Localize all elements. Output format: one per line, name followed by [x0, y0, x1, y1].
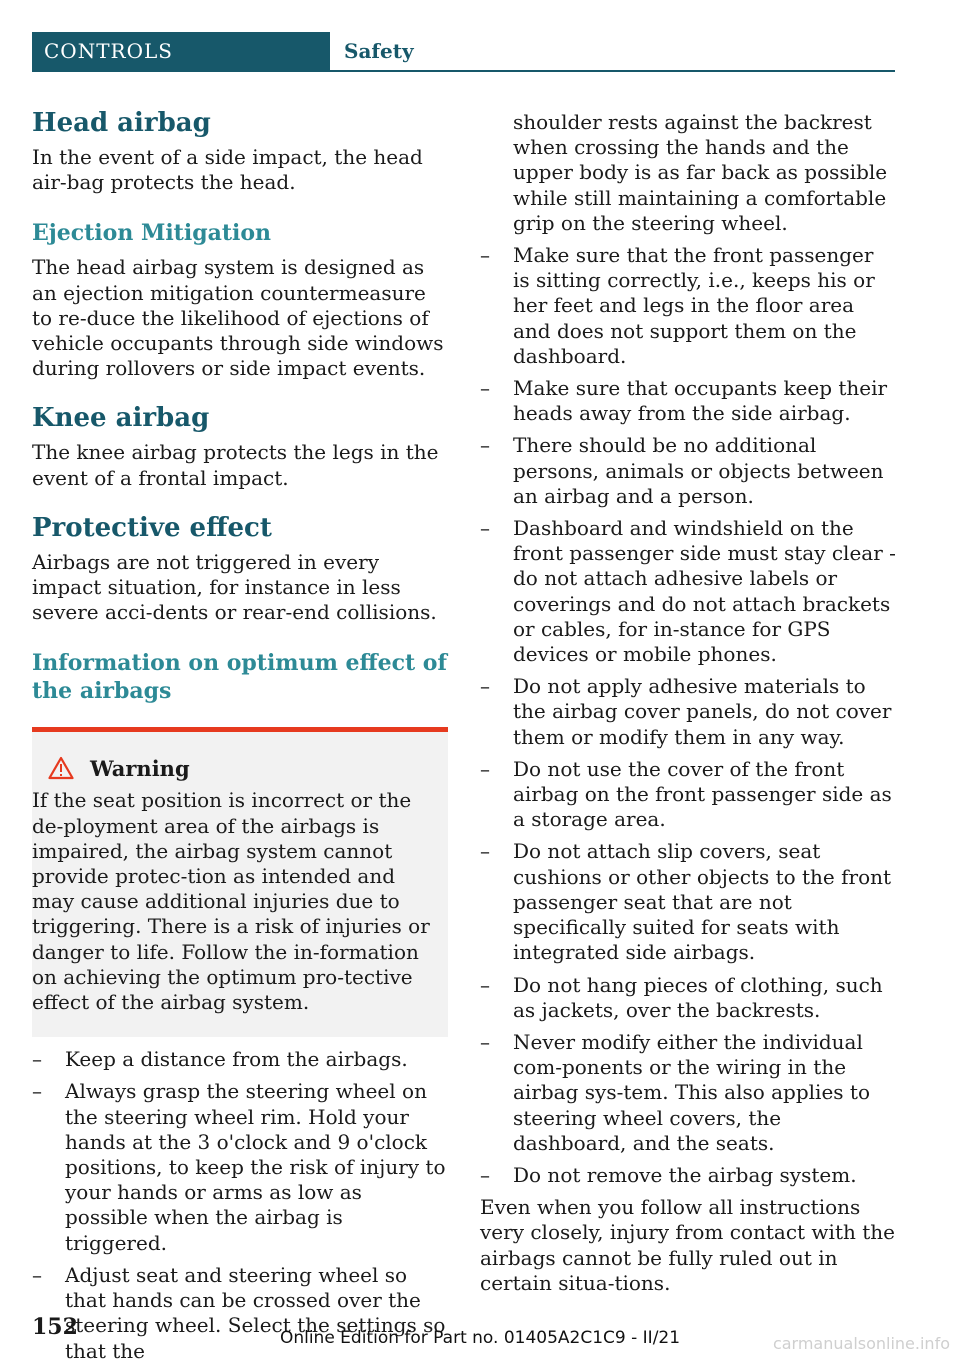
dash-bullet: –: [32, 1262, 42, 1287]
list-item-text: There should be no additional persons, animals or objects between an airbag and a person.: [513, 433, 884, 508]
dash-bullet: –: [480, 516, 490, 541]
list-item-text: Make sure that occupants keep their heads away from the side airbag.: [513, 376, 888, 426]
list-item: [32, 1079, 448, 1255]
heading-head-airbag: Head airbag: [32, 108, 211, 138]
closing-text: Even when you follow all instructions very closely, injury from contact with the airbags cannot be fully ruled out in certain situa-tions.: [480, 1195, 895, 1295]
right-column: [480, 110, 896, 1296]
dash-bullet: –: [32, 1079, 42, 1104]
list-item: [480, 674, 896, 750]
list-item: [480, 1030, 896, 1156]
dash-bullet: –: [480, 433, 490, 458]
list-item: [480, 1163, 896, 1188]
watermark: carmanualsonline.info: [772, 1334, 950, 1353]
list-item-text: Do not use the cover of the front airbag on the front passenger side as a storage area.: [513, 756, 892, 832]
dash-bullet: –: [480, 376, 490, 401]
dash-bullet: –: [480, 756, 490, 781]
warning-header: [32, 754, 432, 782]
list-item: [32, 1047, 448, 1072]
list-item: [480, 376, 896, 426]
left-column: [32, 108, 448, 1371]
knee-airbag-text: The knee airbag protects the legs in the event of a frontal impact.: [32, 440, 439, 490]
heading-ejection-mitigation: Ejection Mitigation: [32, 220, 272, 247]
list-item-text: Do not apply adhesive materials to the airbag cover panels, do not cover them or modify them in any way.: [513, 674, 892, 749]
continued-text: shoulder rests against the backrest when crossing the hands and the upper body is as far back as possible while still maintaining a comfortable grip on the steering wheel.: [513, 110, 888, 235]
list-item-text: Always grasp the steering wheel on the steering wheel rim. Hold your hands at the 3 o'clock and 9 o'clock positions, to keep the risk of injury to your hands or arms as low as possible when the airbag is triggered.: [65, 1079, 446, 1255]
airbag-guidance-list-left: [32, 1047, 448, 1363]
heading-optimum-effect: Information on optimum effect of the airbags: [32, 650, 447, 705]
ejection-text: The head airbag system is designed as an ejection mitigation countermeasure to re-duce the likelihood of ejections of vehicle occupants through side windows during rollovers or side impact events.: [32, 255, 444, 381]
heading-protective-effect: Protective effect: [32, 512, 272, 543]
list-item-text: Adjust seat and steering wheel so that hands can be crossed over the steering wheel. Select the settings so that the: [65, 1262, 446, 1363]
section-tab: CONTROLS: [32, 32, 330, 70]
page-header: [32, 32, 895, 72]
protective-effect-text: Airbags are not triggered in every impact situation, for instance in less severe acci-dents or rear-end collisions.: [32, 549, 437, 625]
chapter-title: Safety: [344, 39, 414, 63]
head-airbag-text: In the event of a side impact, the head air-bag protects the head.: [32, 145, 423, 195]
dash-bullet: –: [480, 1162, 490, 1187]
dash-bullet: –: [480, 674, 490, 699]
footer-edition: Online Edition for Part no. 01405A2C1C9 - II/21: [279, 1328, 681, 1348]
page-number: 152: [32, 1314, 78, 1340]
dash-bullet: –: [480, 1029, 490, 1054]
warning-box: [32, 727, 448, 1037]
list-item: [480, 433, 896, 509]
list-item: [480, 243, 896, 369]
dash-bullet: –: [480, 839, 490, 864]
list-item-text: Never modify either the individual com-ponents or the wiring in the airbag sys-tem. This also applies to steering wheel covers, the dashboard, and the seats.: [513, 1029, 870, 1155]
airbag-guidance-list-right: [480, 243, 896, 1188]
warning-title: Warning: [90, 755, 190, 781]
list-item: [480, 839, 896, 965]
list-item: [480, 516, 896, 667]
list-item: [480, 757, 896, 833]
list-item-text: Keep a distance from the airbags.: [65, 1047, 408, 1072]
dash-bullet: –: [480, 243, 490, 268]
heading-knee-airbag: Knee airbag: [32, 403, 210, 434]
list-item: [480, 973, 896, 1023]
warning-text: If the seat position is incorrect or the de-ployment area of the airbags is impaired, the airbag system cannot provide protec-tion as intended and may cause additional injuries due to triggering. There is a risk of injuries or danger to life. Follow the in-formation on achieving the optimum pro-tective effect of the airbag system.: [32, 788, 430, 1015]
list-item-text: Dashboard and windshield on the front passenger side must stay clear - do not attach adhesive labels or coverings and do not attach brackets or cables, for in-stance for GPS devices or mobile phones.: [513, 516, 896, 667]
list-item: [32, 1263, 448, 1364]
dash-bullet: –: [480, 972, 490, 997]
warning-triangle-icon: [48, 756, 74, 780]
list-item-text: Make sure that the front passenger is sitting correctly, i.e., keeps his or her feet and legs in the floor area and does not support them on the dashboard.: [513, 243, 875, 368]
list-item-text: Do not remove the airbag system.: [513, 1162, 857, 1187]
list-item-text: Do not hang pieces of clothing, such as jackets, over the backrests.: [513, 972, 883, 1022]
dash-bullet: –: [32, 1047, 42, 1072]
list-item-text: Do not attach slip covers, seat cushions or other objects to the front passenger seat that are not specifically suited for seats with integrated side airbags.: [513, 839, 892, 965]
